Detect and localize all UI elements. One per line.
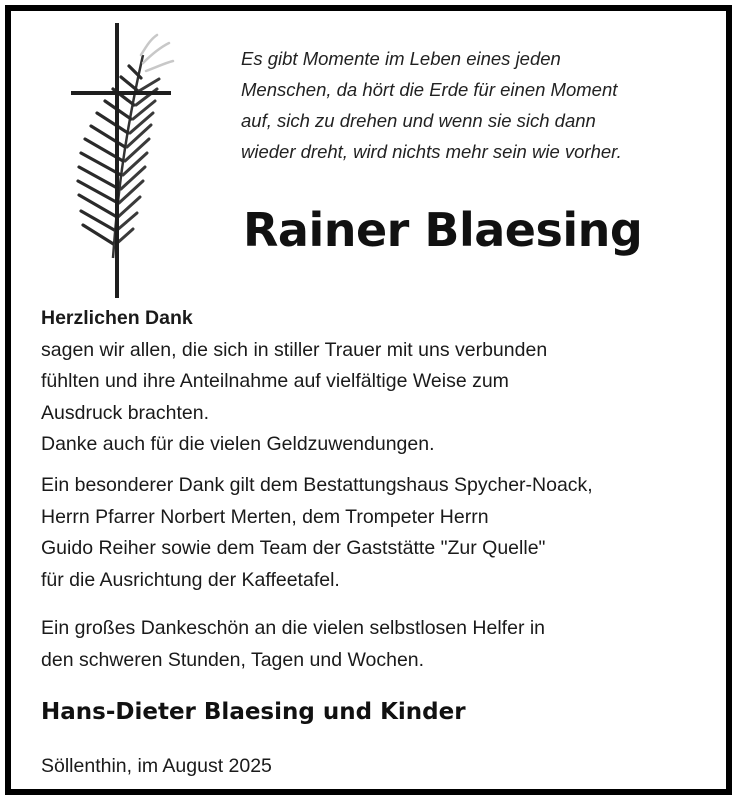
quote-line: Es gibt Momente im Leben eines jeden — [241, 48, 561, 69]
cross-with-palm-icon — [61, 23, 181, 298]
thanks-paragraph-2 — [41, 470, 721, 596]
signoff: Hans-Dieter Blaesing und Kinder — [41, 699, 466, 725]
thanks-heading: Herzlichen Dank — [41, 307, 193, 329]
text-line: für die Ausrichtung der Kaffeetafel. — [41, 568, 340, 591]
palm-frond-icon — [78, 35, 173, 258]
text-line: den schweren Stunden, Tagen und Wochen. — [41, 648, 425, 671]
text-line: Guido Reiher sowie dem Team der Gaststätte "Zur Quelle" — [41, 537, 546, 559]
text-line: sagen wir allen, die sich in stiller Trauer mit uns verbunden — [41, 338, 548, 361]
text-line: Ein großes Dankeschön an die vielen selbstlosen Helfer in — [41, 617, 546, 639]
obituary-notice — [5, 5, 732, 795]
deceased-name: Rainer Blaesing — [243, 203, 643, 257]
quote-line: wieder dreht, wird nichts mehr sein wie vorher. — [241, 141, 622, 162]
thanks-paragraph-1 — [41, 303, 721, 461]
thanks-paragraph-3 — [41, 613, 721, 676]
text-line: fühlten und ihre Anteilnahme auf vielfältige Weise zum — [41, 370, 509, 392]
quote-line: Menschen, da hört die Erde für einen Moment — [241, 79, 618, 100]
text-line: Ein besonderer Dank gilt dem Bestattungshaus Spycher-Noack, — [41, 474, 593, 496]
place-date: Söllenthin, im August 2025 — [41, 755, 272, 777]
text-line: Herrn Pfarrer Norbert Merten, dem Trompeter Herrn — [41, 505, 489, 528]
text-line: Ausdruck brachten. — [41, 401, 210, 424]
text-line: Danke auch für die vielen Geldzuwendungen. — [41, 433, 435, 455]
memorial-quote — [241, 43, 721, 167]
quote-line: auf, sich zu drehen und wenn sie sich dann — [241, 110, 596, 131]
